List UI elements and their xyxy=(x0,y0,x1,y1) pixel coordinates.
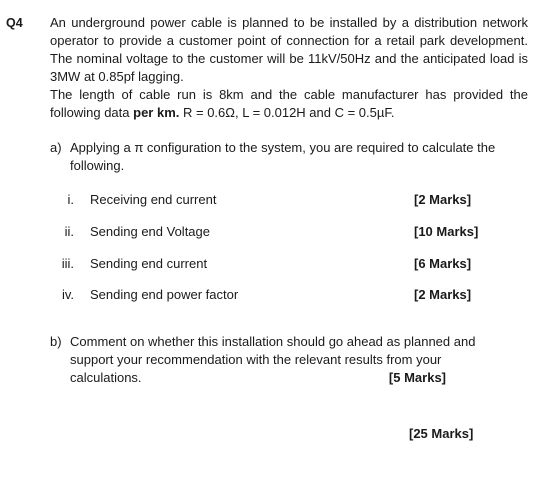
part-b-text xyxy=(70,333,500,387)
item-marks: [6 Marks] xyxy=(414,256,472,271)
part-a-item-2 xyxy=(50,223,480,241)
part-a-text: Applying a π configuration to the system, you are required to calculate the following. xyxy=(70,140,496,173)
part-a xyxy=(50,139,528,175)
part-b xyxy=(50,333,528,387)
part-b-marks: [5 Marks] xyxy=(388,370,446,385)
question-number: Q4 xyxy=(6,16,23,30)
part-b-line-3 xyxy=(70,369,500,387)
item-label: Sending end current xyxy=(90,256,208,271)
intro-per-km: per km. xyxy=(133,105,180,120)
intro-paragraph-2-start: The length of cable run is 8km and the cable manufacturer has provided the following data xyxy=(50,87,528,120)
part-a-item-4 xyxy=(50,286,480,304)
item-marks: [10 Marks] xyxy=(414,224,479,239)
part-b-line-3-text: calculations. xyxy=(70,370,142,385)
item-label: Receiving end current xyxy=(90,192,217,207)
intro-cable-data: R = 0.6Ω, L = 0.012H and C = 0.5µF. xyxy=(179,105,395,120)
item-marks: [2 Marks] xyxy=(414,192,472,207)
item-label: Sending end power factor xyxy=(90,287,239,302)
item-marks: [2 Marks] xyxy=(414,287,472,302)
part-b-line-1: Comment on whether this installation should go ahead as planned and xyxy=(70,334,476,349)
part-a-item-1 xyxy=(50,191,480,209)
part-b-line-2: support your recommendation with the relevant results from your xyxy=(70,352,442,367)
total-marks: [25 Marks] xyxy=(409,426,474,441)
intro-paragraph-1: An underground power cable is planned to be installed by a distribution network operator to provide a customer point of connection for a retail park development. The nominal voltage to the customer will be 11kV/50Hz and the anticipated load is 3MW at 0.85pf lagging. xyxy=(50,15,528,84)
part-a-item-3 xyxy=(50,255,480,273)
intro-paragraph-2 xyxy=(50,86,528,122)
item-label: Sending end Voltage xyxy=(90,224,210,239)
part-a-label: a) xyxy=(50,140,62,155)
item-number: ii. xyxy=(64,224,74,239)
item-number: iv. xyxy=(61,287,74,302)
question-intro xyxy=(50,14,528,122)
item-number: i. xyxy=(67,192,74,207)
part-b-label: b) xyxy=(50,334,62,349)
item-number: iii. xyxy=(61,256,74,271)
